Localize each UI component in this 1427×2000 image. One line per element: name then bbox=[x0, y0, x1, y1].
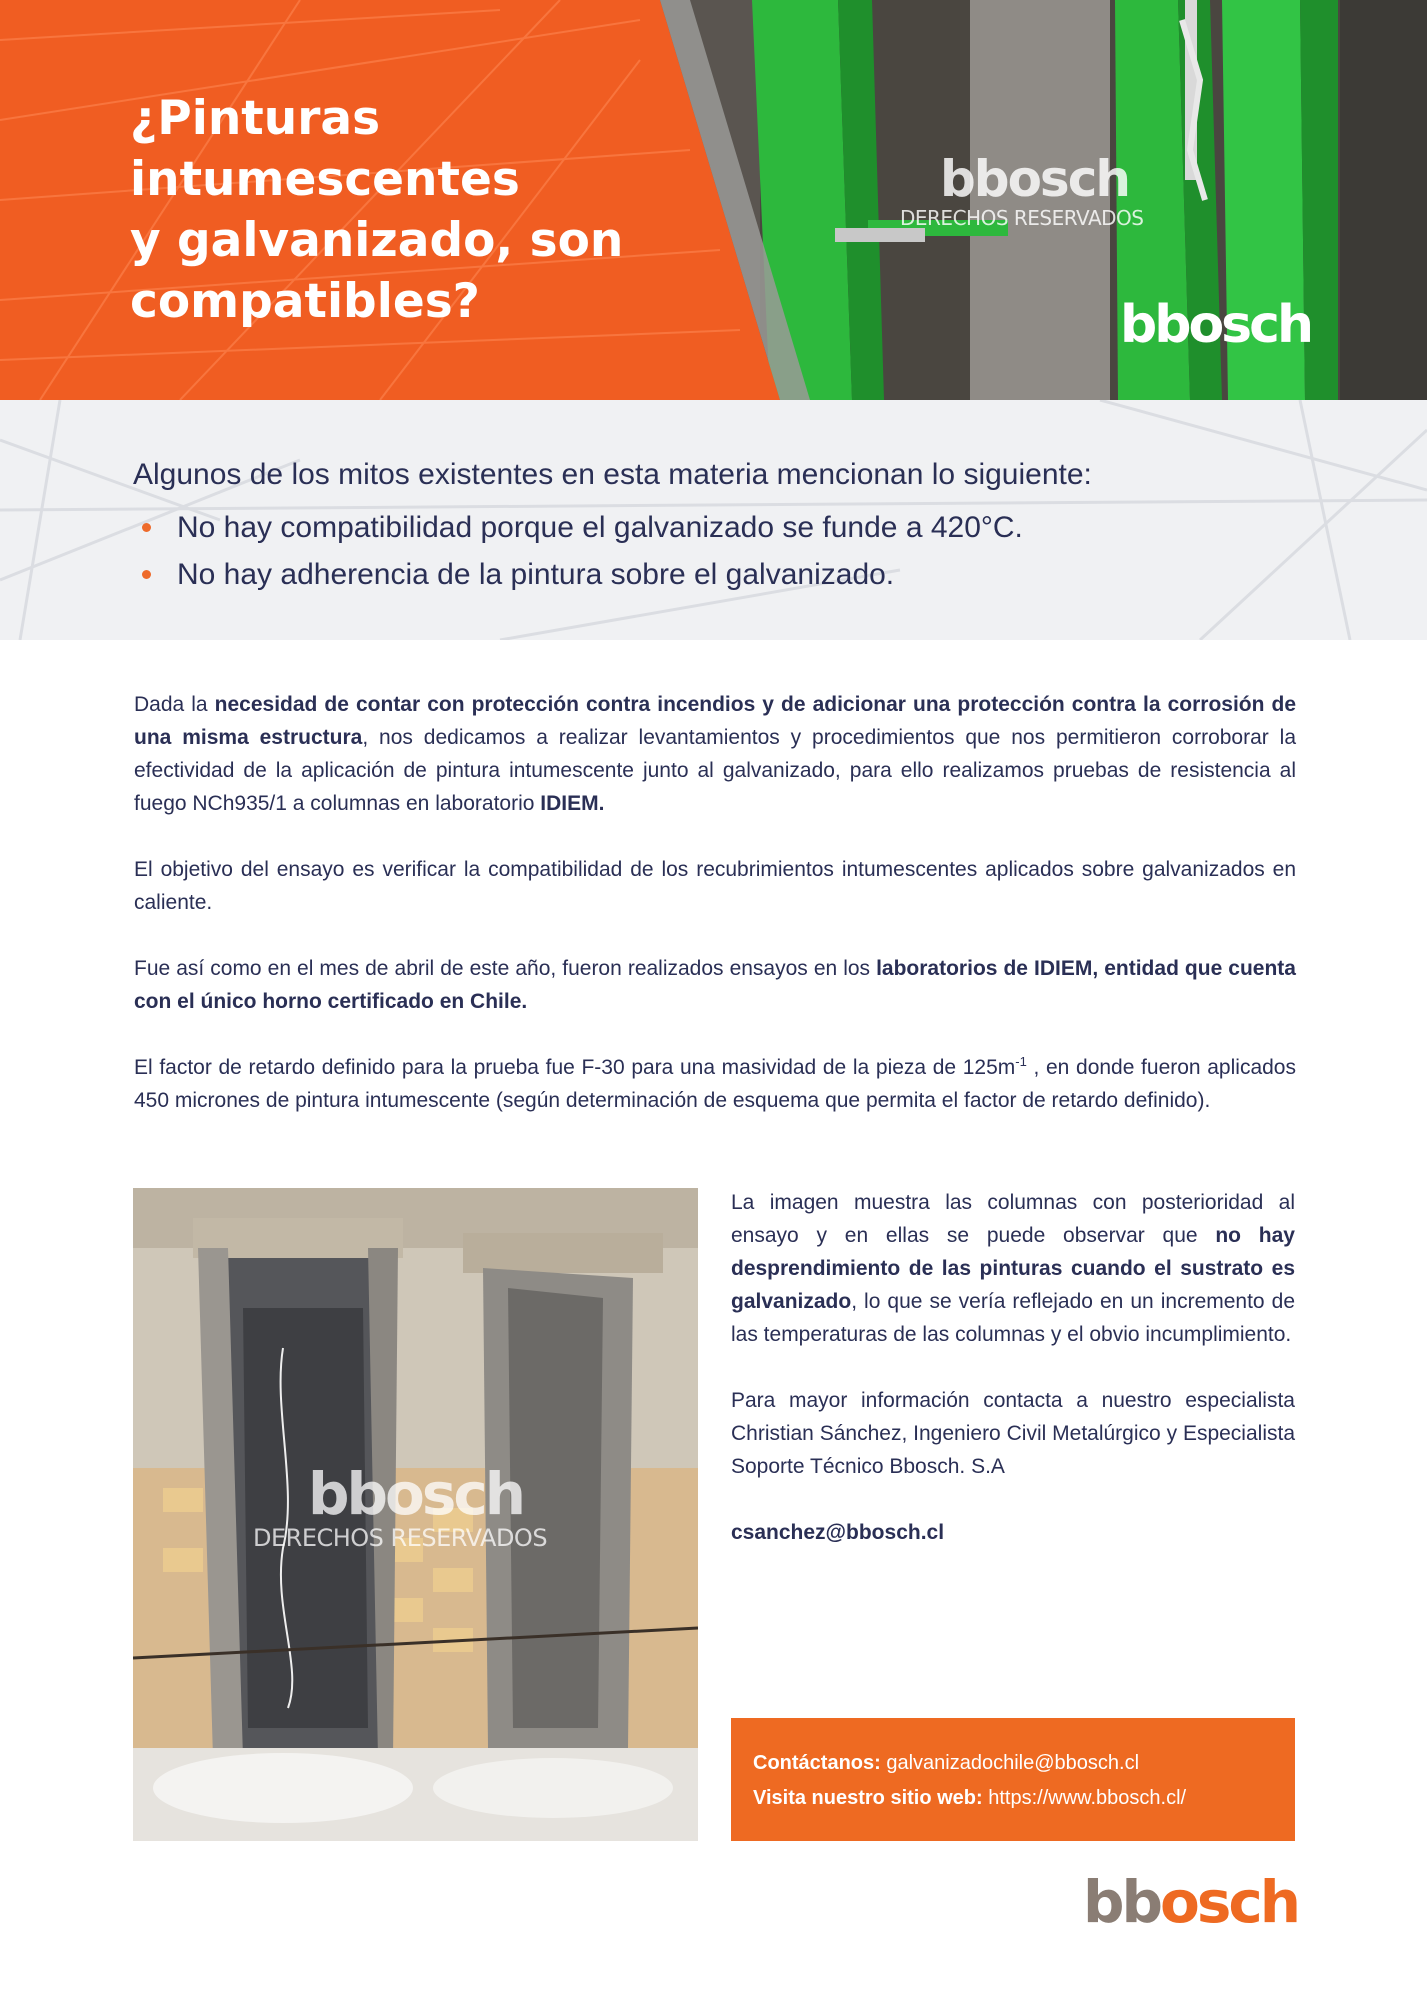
web-line bbox=[753, 1781, 1273, 1816]
text: , lo que se vería reflejado en un incremento de las temperaturas de las columnas y el obvio incumplimiento. bbox=[731, 1290, 1295, 1346]
watermark-logo: bbosch bbox=[940, 150, 1129, 208]
paragraph bbox=[134, 1051, 1296, 1117]
emphasis: necesidad de contar con protección contra incendios y de adicionar una protección contra la corrosión de una misma estructura bbox=[134, 693, 1296, 749]
superscript: -1 bbox=[1015, 1054, 1027, 1069]
logo-part: bb bbox=[1083, 1868, 1161, 1936]
website-link[interactable]: https://www.bbosch.cl/ bbox=[982, 1787, 1187, 1809]
watermark-text: DERECHOS RESERVADOS bbox=[900, 206, 1144, 230]
image-description bbox=[731, 1186, 1295, 1582]
paragraph bbox=[731, 1186, 1295, 1351]
emphasis: no hay desprendimiento de las pinturas cuando el sustrato es galvanizado bbox=[731, 1224, 1295, 1313]
brand-logo: bbosch bbox=[1120, 295, 1311, 355]
text: , nos dedicamos a realizar levantamientos y procedimientos que nos permitieron corroborar la efectividad de la aplicación de pintura intumescente junto al galvanizado, para ello realizamos pruebas de resistencia al fuego NCh935/1 a columnas en laboratorio bbox=[134, 726, 1296, 815]
footer-logo bbox=[1083, 1868, 1298, 1936]
contact-email-link[interactable]: galvanizadochile@bbosch.cl bbox=[880, 1752, 1140, 1774]
hero-banner bbox=[0, 0, 1427, 400]
text: El factor de retardo definido para la prueba fue F-30 para una masividad de la pieza de 125m bbox=[134, 1056, 1016, 1079]
tested-columns-photo bbox=[133, 1188, 698, 1841]
title-line: compatibles? bbox=[130, 274, 480, 329]
myths-intro: Algunos de los mitos existentes en esta materia mencionan lo siguiente: bbox=[133, 458, 1092, 491]
contact-label: Contáctanos: bbox=[753, 1752, 881, 1774]
paragraph: Para mayor información contacta a nuestro especialista Christian Sánchez, Ingeniero Civil Metalúrgico y Especialista Soporte Técnico Bbosch. S.A bbox=[731, 1389, 1295, 1478]
text: Fue así como en el mes de abril de este año, fueron realizados ensayos en los bbox=[134, 957, 877, 980]
watermark bbox=[900, 150, 1143, 230]
list-item bbox=[133, 504, 1023, 551]
title-line: intumescentes bbox=[130, 152, 520, 207]
web-label: Visita nuestro sitio web: bbox=[753, 1787, 983, 1809]
watermark-text: DERECHOS RESERVADOS bbox=[253, 1524, 548, 1552]
list-item bbox=[133, 551, 1023, 598]
logo-part: osch bbox=[1160, 1868, 1299, 1936]
myths-section bbox=[0, 400, 1427, 640]
bullet-icon bbox=[142, 570, 151, 579]
text: Dada la bbox=[134, 693, 215, 716]
emphasis: IDIEM. bbox=[540, 792, 605, 815]
bullet-icon bbox=[142, 523, 151, 532]
emphasis: laboratorios de IDIEM, entidad que cuenta con el único horno certificado en Chile. bbox=[134, 957, 1296, 1013]
myths-list bbox=[133, 504, 1023, 598]
title-line: y galvanizado, son bbox=[130, 213, 624, 268]
watermark-logo: bbosch bbox=[308, 1460, 524, 1528]
contact-line bbox=[753, 1746, 1273, 1781]
myth-text: No hay compatibilidad porque el galvanizado se funde a 420°C. bbox=[177, 511, 1023, 544]
article-body bbox=[134, 688, 1296, 1150]
watermark bbox=[253, 1460, 547, 1552]
paragraph: El objetivo del ensayo es verificar la compatibilidad de los recubrimientos intumescentes aplicados sobre galvanizados en caliente. bbox=[134, 858, 1296, 914]
paragraph bbox=[134, 952, 1296, 1018]
myth-text: No hay adherencia de la pintura sobre el galvanizado. bbox=[177, 558, 895, 591]
title-line: ¿Pinturas bbox=[130, 91, 381, 146]
contact-box bbox=[731, 1718, 1295, 1841]
text: , en donde fueron aplicados 450 micrones de pintura intumescente (según determinación de esquema que permita el factor de retardo definido). bbox=[134, 1056, 1296, 1112]
specialist-email-link[interactable]: csanchez@bbosch.cl bbox=[731, 1521, 945, 1544]
text: La imagen muestra las columnas con posterioridad al ensayo y en ellas se puede observar que bbox=[731, 1191, 1295, 1247]
page-title bbox=[130, 88, 730, 332]
paragraph bbox=[134, 688, 1296, 820]
